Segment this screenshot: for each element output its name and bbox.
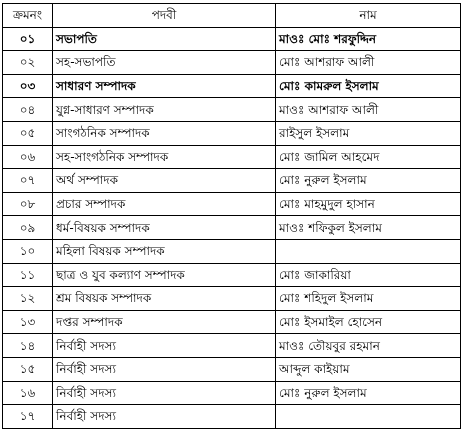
table-row (3, 192, 461, 216)
post-cell: সাধারণ সম্পাদক (53, 74, 276, 98)
name-cell: মোঃ মাহমুদুল হাসান (276, 192, 461, 216)
table-row (3, 121, 461, 145)
table-row (3, 98, 461, 122)
name-cell: মাওঃ মোঃ শরফুদ্দিন (276, 27, 461, 51)
post-cell: প্রচার সম্পাদক (53, 192, 276, 216)
table-row (3, 239, 461, 263)
header-serial: ক্রমনং (3, 4, 53, 28)
serial-cell: ১৭ (3, 405, 53, 429)
serial-cell: ১৬ (3, 381, 53, 405)
name-cell: মোঃ জামিল আহমেদ (276, 145, 461, 169)
serial-cell: ১৪ (3, 334, 53, 358)
name-cell: মাওঃ শফিকুল ইসলাম (276, 216, 461, 240)
post-cell: নির্বাহী সদস্য (53, 334, 276, 358)
header-post: পদবী (53, 4, 276, 28)
table-row (3, 381, 461, 405)
post-cell: নির্বাহী সদস্য (53, 357, 276, 381)
name-cell: মোঃ আশরাফ আলী (276, 51, 461, 75)
post-cell: নির্বাহী সদস্য (53, 381, 276, 405)
table-row (3, 169, 461, 193)
serial-cell: ১০ (3, 239, 53, 263)
table-row (3, 145, 461, 169)
name-cell: মোঃ কামরুল ইসলাম (276, 74, 461, 98)
serial-cell: ১৩ (3, 310, 53, 334)
name-cell: মোঃ ইসমাইল হোসেন (276, 310, 461, 334)
name-cell (276, 239, 461, 263)
serial-cell: ১২ (3, 287, 53, 311)
serial-cell: ০২ (3, 51, 53, 75)
post-cell: নির্বাহী সদস্য (53, 405, 276, 429)
header-row (3, 4, 461, 28)
name-cell: মোঃ জাকারিয়া (276, 263, 461, 287)
table-row (3, 287, 461, 311)
serial-cell: ০৪ (3, 98, 53, 122)
name-cell (276, 405, 461, 429)
table-row (3, 51, 461, 75)
serial-cell: ১৫ (3, 357, 53, 381)
post-cell: সভাপতি (53, 27, 276, 51)
serial-cell: ০১ (3, 27, 53, 51)
post-cell: মহিলা বিষয়ক সম্পাদক (53, 239, 276, 263)
serial-cell: ০৯ (3, 216, 53, 240)
table-row (3, 334, 461, 358)
header-name: নাম (276, 4, 461, 28)
committee-table (2, 3, 461, 429)
serial-cell: ০৭ (3, 169, 53, 193)
post-cell: দপ্তর সম্পাদক (53, 310, 276, 334)
post-cell: অর্থ সম্পাদক (53, 169, 276, 193)
table-row (3, 405, 461, 429)
table-row (3, 74, 461, 98)
table-row (3, 216, 461, 240)
table-row (3, 263, 461, 287)
name-cell: মোঃ নুরুল ইসলাম (276, 381, 461, 405)
serial-cell: ০৩ (3, 74, 53, 98)
name-cell: মোঃ নুরুল ইসলাম (276, 169, 461, 193)
post-cell: সহ-সভাপতি (53, 51, 276, 75)
post-cell: শ্রম বিষয়ক সম্পাদক (53, 287, 276, 311)
serial-cell: ০৫ (3, 121, 53, 145)
table-row (3, 27, 461, 51)
table-row (3, 357, 461, 381)
post-cell: যুগ্ন-সাধারণ সম্পাদক (53, 98, 276, 122)
name-cell: রাইসুল ইসলাম (276, 121, 461, 145)
serial-cell: ১১ (3, 263, 53, 287)
post-cell: সহ-সাংগঠনিক সম্পাদক (53, 145, 276, 169)
serial-cell: ০৬ (3, 145, 53, 169)
post-cell: ছাত্র ও যুব কল্যাণ সম্পাদক (53, 263, 276, 287)
serial-cell: ০৮ (3, 192, 53, 216)
table-row (3, 310, 461, 334)
name-cell: মাওঃ আশরাফ আলী (276, 98, 461, 122)
name-cell: মাওঃ তৌয়বুর রহমান (276, 334, 461, 358)
post-cell: সাংগঠনিক সম্পাদক (53, 121, 276, 145)
name-cell: আব্দুল কাইয়াম (276, 357, 461, 381)
post-cell: ধর্ম-বিষয়ক সম্পাদক (53, 216, 276, 240)
name-cell: মোঃ শহিদুল ইসলাম (276, 287, 461, 311)
